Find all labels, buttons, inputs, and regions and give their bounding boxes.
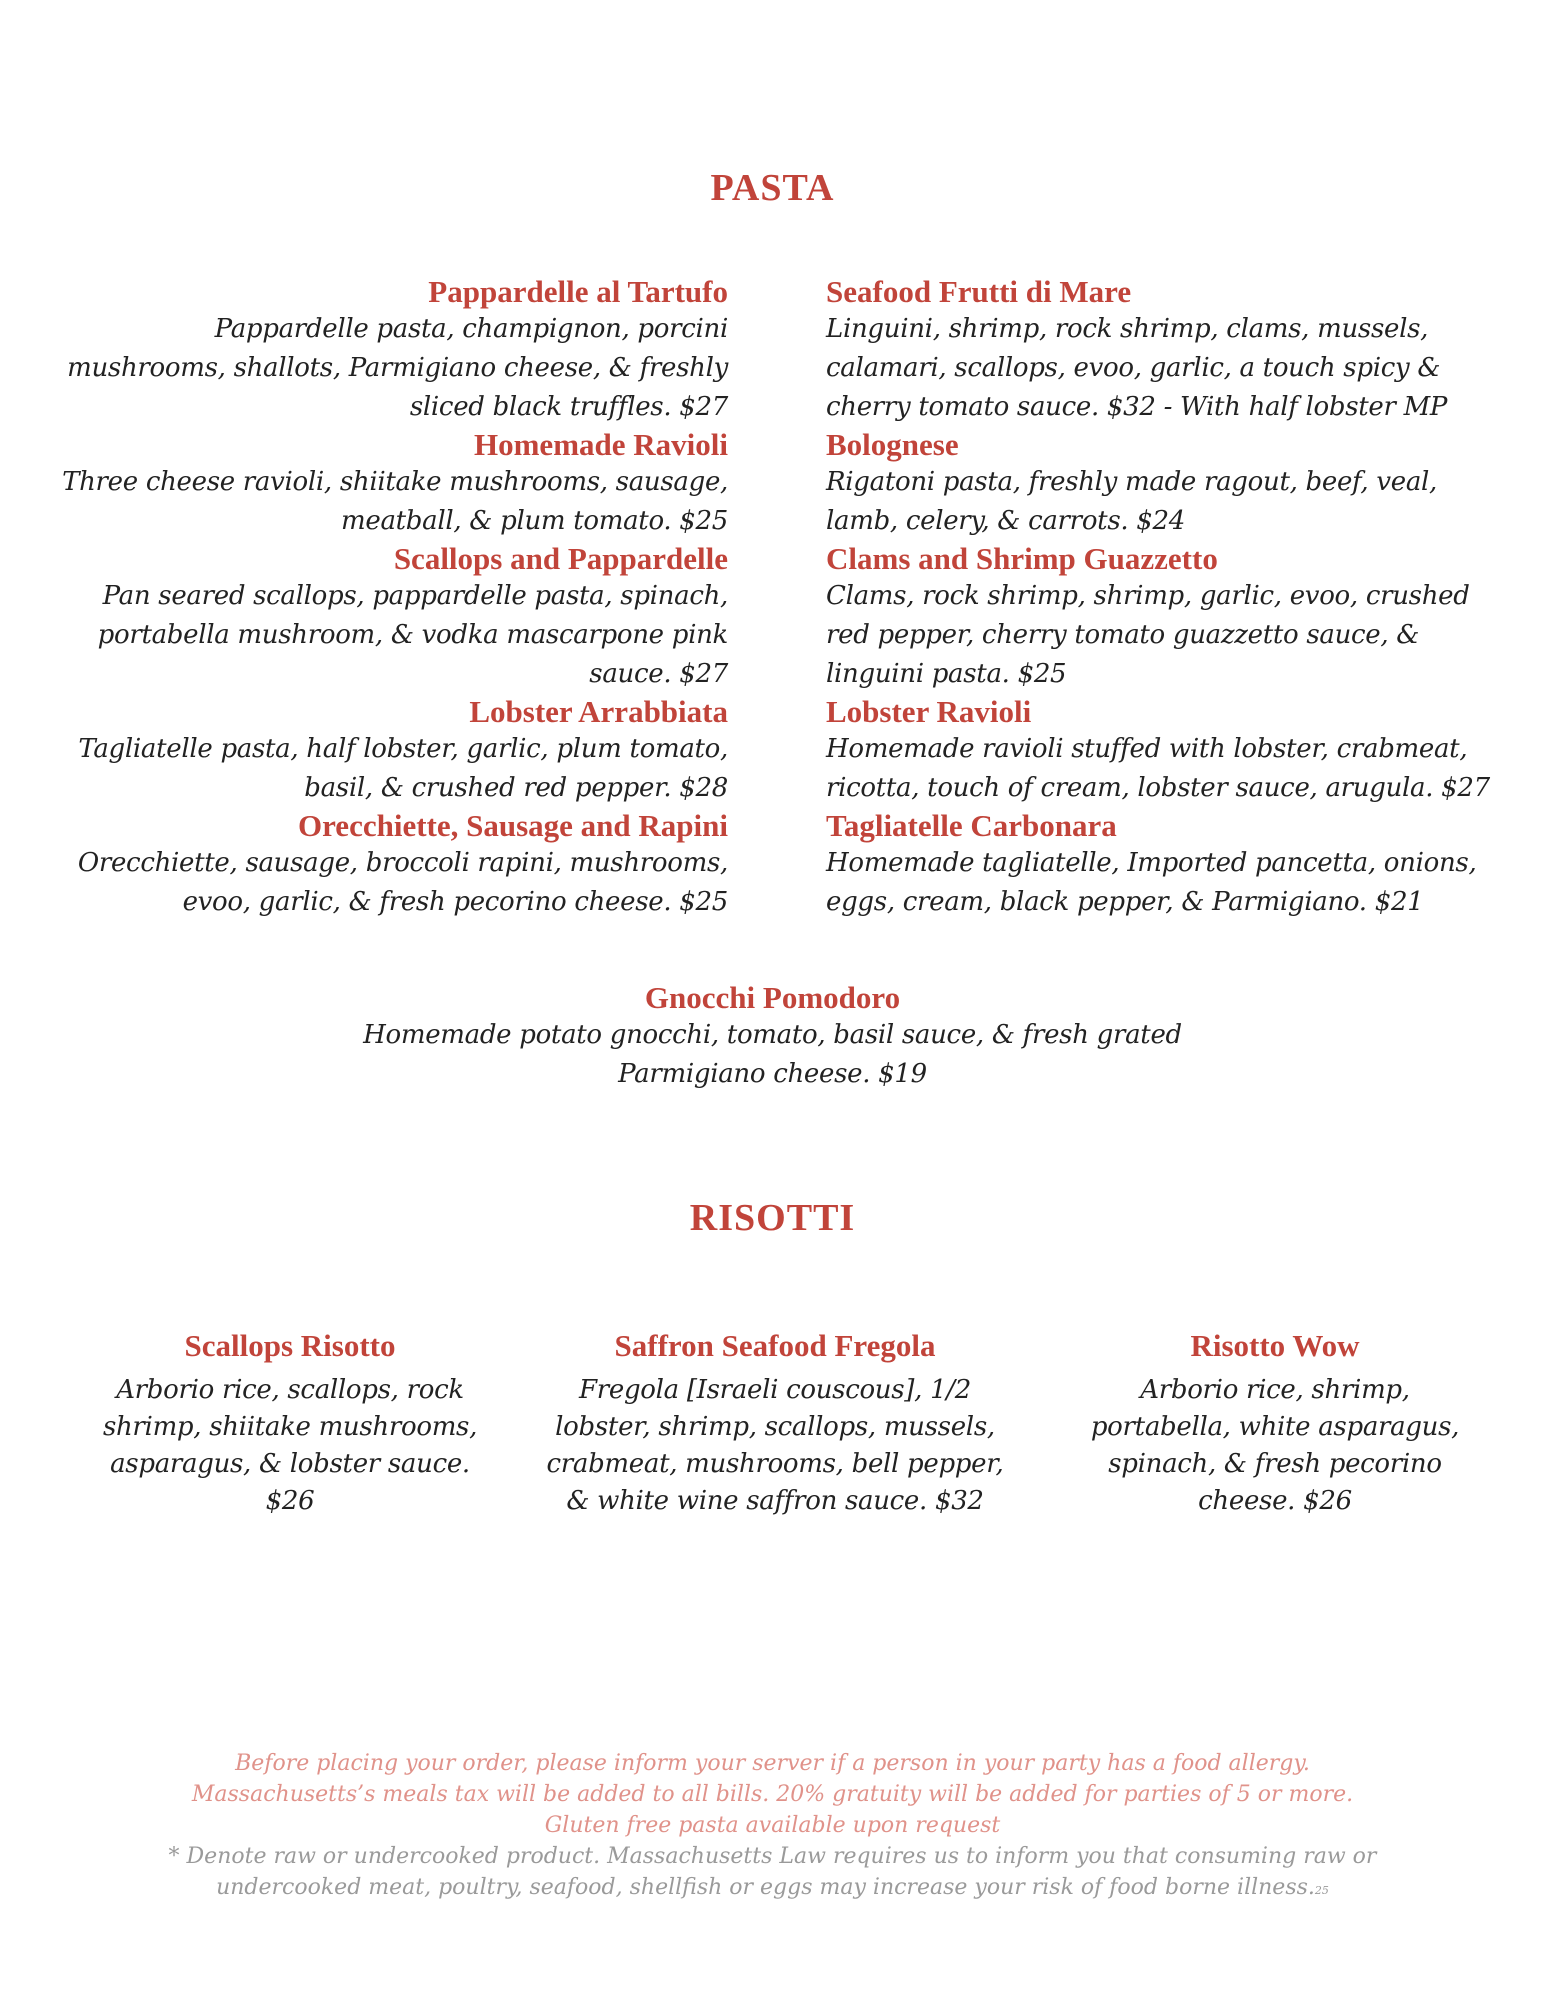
item-description: Arborio rice, shrimp, portabella, white asparagus, spinach, & fresh pecorino cheese. $26	[1090, 1375, 1460, 1516]
item-description: Arborio rice, scallops, rock shrimp, shiitake mushrooms, asparagus, & lobster sauce. $26	[102, 1375, 478, 1516]
item-name: Orecchiette, Sausage and Rapini	[298, 808, 728, 843]
item-description: Homemade tagliatelle, Imported pancetta, onions, eggs, cream, black pepper, & Parmigiano. $21	[826, 848, 1477, 917]
raw-food-notice: * Denote raw or undercooked product. Massachusetts Law requires us to inform you that consuming raw or	[168, 1844, 1377, 1869]
item-description: Homemade ravioli stuffed with lobster, crabmeat, ricotta, touch of cream, lobster sauce, arugula. $27	[826, 734, 1490, 803]
menu-item	[40, 274, 728, 427]
pasta-left-column	[40, 274, 728, 922]
pasta-right-column	[826, 274, 1506, 922]
item-description: Pappardelle pasta, champignon, porcini mushrooms, shallots, Parmigiano cheese, & freshly sliced black truffles. $27	[67, 314, 728, 422]
menu-item	[40, 808, 728, 922]
risotto-item	[80, 1328, 500, 1520]
menu-item	[40, 694, 728, 808]
menu-item	[826, 427, 1506, 541]
allergy-notice: Before placing your order, please inform your server if a person in your party has a food allergy.	[235, 1751, 1310, 1776]
item-name: Clams and Shrimp Guazzetto	[826, 541, 1218, 576]
item-name: Saffron Seafood Fregola	[614, 1328, 936, 1363]
item-name: Pappardelle al Tartufo	[428, 274, 728, 309]
item-description: Rigatoni pasta, freshly made ragout, beef, veal, lamb, celery, & carrots. $24	[826, 467, 1438, 536]
risotto-item	[1065, 1328, 1485, 1520]
item-name: Scallops and Pappardelle	[393, 541, 728, 576]
risotto-item	[535, 1328, 1015, 1520]
tax-notice: Massachusetts’s meals tax will be added to all bills. 20% gratuity will be added for parties of 5 or more.	[191, 1782, 1354, 1807]
pasta-section-title: PASTA	[710, 167, 835, 209]
item-description: Clams, rock shrimp, shrimp, garlic, evoo, crushed red pepper, cherry tomato guazzetto sauce, & linguini pasta. $25	[826, 581, 1470, 689]
menu-item	[826, 274, 1506, 427]
gluten-notice: Gluten free pasta available upon request	[544, 1813, 1001, 1838]
menu-item	[40, 541, 728, 694]
item-description: Pan seared scallops, pappardelle pasta, spinach, portabella mushroom, & vodka mascarpone pink sauce. $27	[97, 581, 728, 689]
item-description: Linguini, shrimp, rock shrimp, clams, mussels, calamari, scallops, evoo, garlic, a touch spicy & cherry tomato sauce. $32 - With half lobster MP	[826, 314, 1448, 422]
item-name: Lobster Ravioli	[826, 694, 1032, 729]
menu-item	[826, 808, 1506, 922]
item-name: Lobster Arrabbiata	[469, 694, 728, 729]
item-name: Tagliatelle Carbonara	[826, 808, 1117, 843]
page-code: 25	[1314, 1884, 1329, 1897]
item-description: Orecchiette, sausage, broccoli rapini, mushrooms, evoo, garlic, & fresh pecorino cheese. $25	[77, 848, 728, 917]
item-name: Seafood Frutti di Mare	[826, 274, 1132, 309]
item-description: Tagliatelle pasta, half lobster, garlic, plum tomato, basil, & crushed red pepper. $28	[78, 734, 728, 803]
item-description: Fregola [Israeli couscous], 1/2 lobster, shrimp, scallops, mussels, crabmeat, mushrooms, bell pepper, & white wine saffron sauce. $32	[546, 1375, 1004, 1516]
risotti-section-title: RISOTTI	[689, 1197, 856, 1239]
item-description: Homemade potato gnocchi, tomato, basil sauce, & fresh grated Parmigiano cheese. $19	[363, 1020, 1182, 1089]
raw-food-notice-2: undercooked meat, poultry, seafood, shellfish or eggs may increase your risk of food borne illness.25	[216, 1875, 1329, 1900]
menu-item	[40, 427, 728, 541]
item-name: Homemade Ravioli	[474, 427, 728, 462]
menu-item-gnocchi	[300, 980, 1245, 1094]
menu-item	[826, 541, 1506, 694]
footer-notice	[0, 1748, 1545, 1906]
item-name: Bolognese	[826, 427, 959, 462]
item-name: Scallops Risotto	[184, 1328, 396, 1363]
item-name: Risotto Wow	[1190, 1328, 1360, 1363]
menu-item	[826, 694, 1506, 808]
item-description: Three cheese ravioli, shiitake mushrooms, sausage, meatball, & plum tomato. $25	[62, 467, 728, 536]
item-name: Gnocchi Pomodoro	[644, 980, 901, 1015]
